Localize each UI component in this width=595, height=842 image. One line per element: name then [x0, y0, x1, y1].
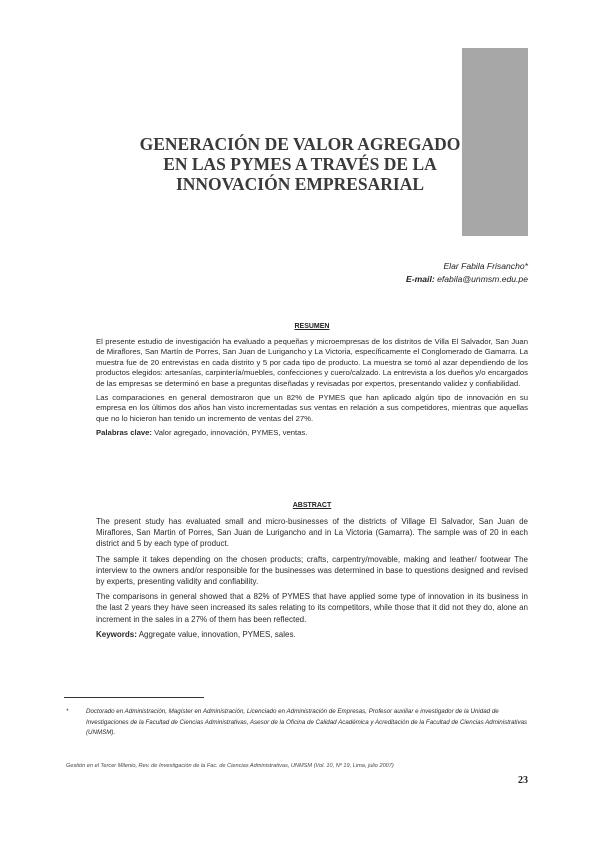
footnote-separator [64, 697, 204, 698]
author-email[interactable]: efabila@unmsm.edu.pe [437, 274, 528, 284]
abstract-paragraph: The comparisons in general showed that a 82% of PYMES that have applied some type of innovation in its business in the last 2 years they have seen increased its sales relating to its competitors, while those that it did not they do, alone an increment in the sales in a 27% of them has been reflected. [96, 592, 528, 624]
abstract-paragraph: The present study has evaluated small and micro-businesses of the districts of Village El Salvador, San Juan de Miraflores, San Martin of Porres, San Juan de Lurigancho and in La Victoria (Gamarra). The sample was of 20 in each district and 5 by each type of product. [96, 517, 528, 549]
resumen-paragraph: El presente estudio de investigación ha evaluado a pequeñas y microempresas de los distritos de Villa El Salvador, San Juan de Miraflores, San Martín de Porres, San Juan de Lurigancho y La Victoria, específicamente el Conglomerado de Gamarra. La muestra fue de 20 entrevistas en cada distrito y 5 por cada tipo de producto. La muestra se tomó al azar dependiendo de los productos elegidos: artesanías, carpintería/muebles, confecciones y cuero/calzado. La entrevista a los dueños y/o encargados de las empresas se determinó en base a preguntas diseñadas y revisadas por expertos, presentando validez y confiabilidad. [96, 337, 528, 388]
resumen-heading: RESUMEN [294, 323, 330, 330]
keywords-text: Valor agregado, innovación, PYMES, ventas. [152, 428, 308, 438]
abstract-heading: ABSTRACT [292, 502, 332, 509]
footnote-text: Doctorado en Administración, Magíster en Administración, Licenciado en Administración de Empresas, Profesor auxiliar e investigador de la Unidad de Investigaciones de la Facultad de Ciencias Administrativas, Asesor de la Oficina de Calidad Académica y Acreditación de la Facultad de Ciencias Administrativas (UNMSM). [86, 708, 528, 737]
keywords-label: Keywords: [96, 629, 137, 639]
keywords-label: Palabras clave: [96, 428, 152, 438]
article-title [100, 134, 500, 194]
abstract-keywords [96, 629, 528, 640]
author-footnote [66, 707, 528, 739]
email-label: E-mail: [406, 274, 435, 284]
keywords-text: Aggregate value, innovation, PYMES, sales. [136, 629, 296, 639]
author-block [406, 260, 528, 286]
author-name: Elar Fabila Frisancho* [443, 261, 528, 271]
title-line: GENERACIÓN DE VALOR AGREGADO [139, 134, 461, 154]
resumen-body [96, 337, 528, 443]
footnote-mark: * [66, 708, 69, 715]
title-line: INNOVACIÓN EMPRESARIAL [175, 174, 425, 194]
resumen-paragraph: Las comparaciones en general demostraron que un 82% de PYMES que han aplicado algún tipo de innovación en su empresa en los últimos dos años han visto incrementadas sus ventas en relación a sus competidores, mientras que aquellas que no lo hicieron han tenido un incremento de ventas del 27%. [96, 393, 528, 423]
abstract-paragraph: The sample it takes depending on the chosen products; crafts, carpentry/movable, making and leather/ footwear The interview to the owners and/or responsible for the businesses was determined in base to questions designed and revised by experts, presenting validity and confiability. [96, 554, 528, 587]
title-line: EN LAS PYMES A TRAVÉS DE LA [163, 154, 437, 174]
journal-running-footer: Gestión en el Tercer Milenio, Rev. de Investigación de la Fac. de Ciencias Administrativas, UNMSM (Vol. 10, Nº 19, Lima, julio 2007) [66, 763, 394, 769]
resumen-keywords [96, 428, 528, 438]
abstract-body [96, 516, 528, 644]
page-number: 23 [518, 775, 528, 786]
author-email-line [406, 273, 528, 286]
